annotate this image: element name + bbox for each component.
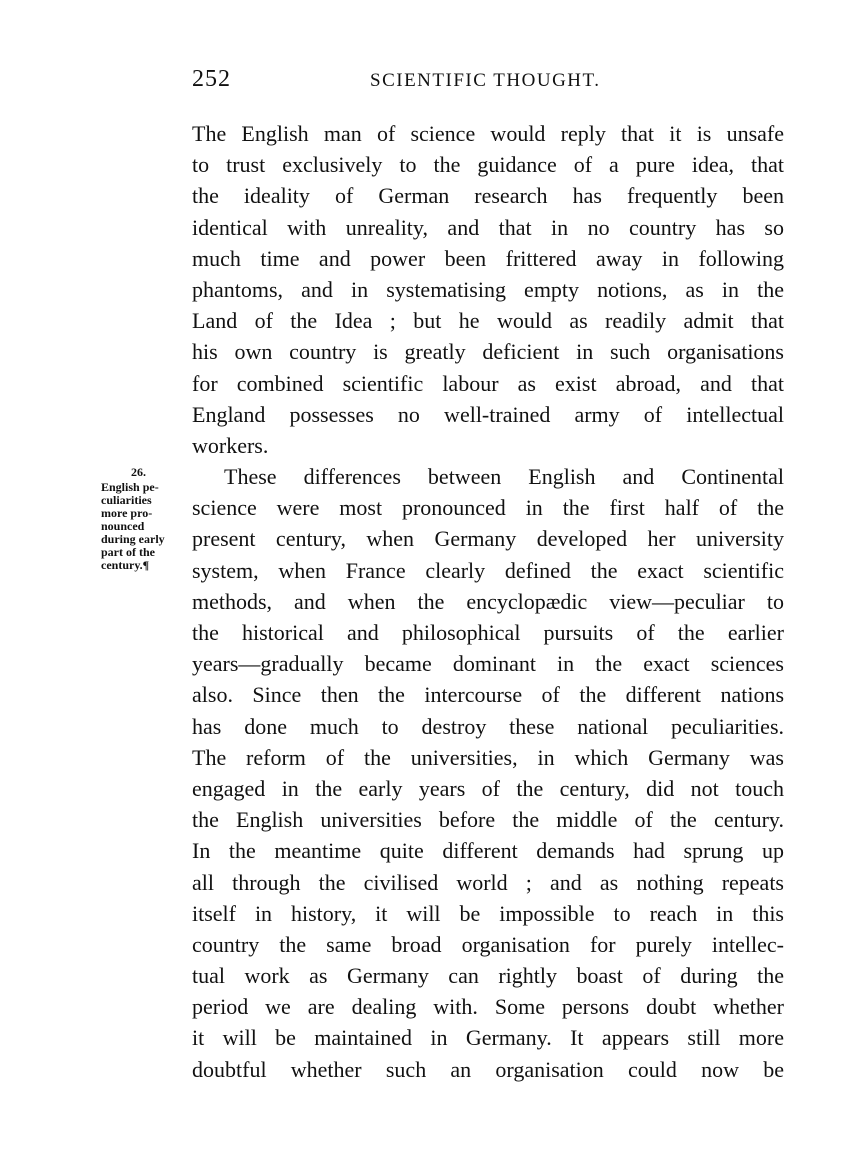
text-line: tual work as Germany can rightly boast of during the [192, 963, 784, 989]
text-line: The English man of science would reply that it is unsafe [192, 121, 784, 146]
text-line: In the meantime quite different demands had sprung up [192, 838, 784, 864]
margin-note-line: nounced [101, 519, 145, 533]
text-line: The reform of the universities, in which Germany was [192, 744, 784, 770]
text-line: workers. [192, 432, 269, 458]
margin-note-number: 26. [131, 465, 146, 479]
text-line: These differences between English and Continental [224, 464, 784, 490]
text-line: the ideality of German research has frequently been [192, 183, 784, 209]
margin-note-line: century.¶ [101, 558, 150, 572]
text-line: all through the civilised world ; and as nothing repeats [192, 869, 784, 895]
margin-note-line: culiarities [101, 493, 152, 507]
text-line: engaged in the early years of the century, did not touch [192, 775, 784, 801]
text-line: country the same broad organisation for purely intellec- [192, 931, 784, 957]
text-line: for combined scientific labour as exist abroad, and that [192, 370, 784, 396]
text-line: period we are dealing with. Some persons doubt whether [192, 994, 784, 1020]
paragraph-1 [192, 118, 784, 461]
text-line: identical with unreality, and that in no country has so [192, 214, 784, 240]
text-line: also. Since then the intercourse of the different nations [192, 682, 784, 708]
page-header [192, 66, 784, 96]
text-line: science were most pronounced in the first half of the [192, 495, 784, 521]
text-line: years—gradually became dominant in the exact sciences [192, 651, 784, 677]
text-line: to trust exclusively to the guidance of a pure idea, that [192, 152, 784, 178]
running-head: SCIENTIFIC THOUGHT. [370, 70, 601, 91]
text-line: it will be maintained in Germany. It appears still more [192, 1025, 784, 1051]
text-line: system, when France clearly defined the exact scientific [192, 557, 784, 583]
page-number: 252 [192, 66, 231, 92]
margin-note-line: part of the [101, 545, 155, 559]
margin-note-line: more pro- [101, 506, 153, 520]
margin-note-line: English pe- [101, 480, 159, 494]
text-line: his own country is greatly deficient in such organisations [192, 339, 784, 365]
paragraph-2 [192, 461, 784, 1085]
text-line: Land of the Idea ; but he would as readily admit that [192, 308, 784, 334]
text-line: methods, and when the encyclopædic view—peculiar to [192, 588, 784, 614]
text-line: doubtful whether such an organisation could now be [192, 1056, 784, 1082]
text-line: present century, when Germany developed her university [192, 526, 784, 552]
margin-note [101, 466, 187, 572]
margin-note-line: during early [101, 532, 165, 546]
text-line: phantoms, and in systematising empty notions, as in the [192, 276, 784, 302]
text-line: much time and power been frittered away in following [192, 245, 784, 271]
text-line: England possesses no well-trained army of intellectual [192, 401, 784, 427]
text-line: has done much to destroy these national peculiarities. [192, 713, 784, 739]
text-line: the historical and philosophical pursuits of the earlier [192, 620, 784, 645]
text-line: the English universities before the middle of the century. [192, 807, 784, 833]
text-line: itself in history, it will be impossible to reach in this [192, 900, 784, 926]
body-text [192, 118, 784, 1085]
